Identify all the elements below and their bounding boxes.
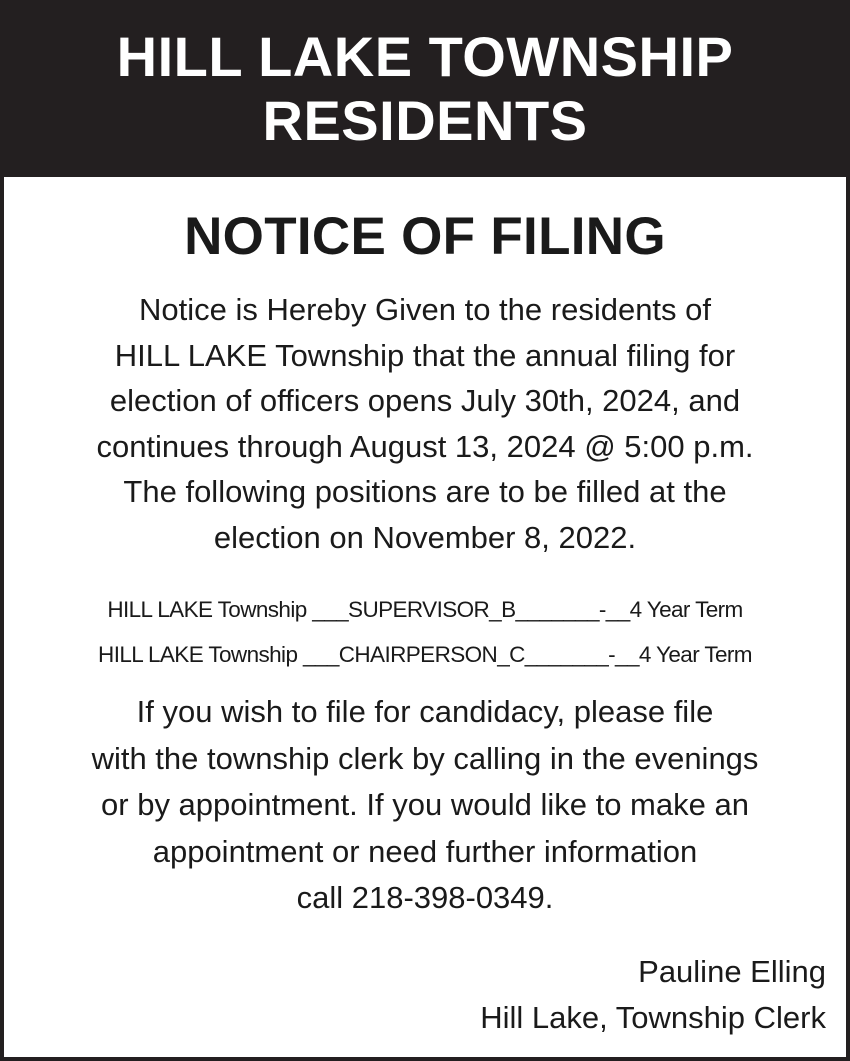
notice-line: election of officers opens July 30th, 2024, and xyxy=(109,383,741,418)
notice-line: Notice is Hereby Given to the residents of xyxy=(138,292,712,327)
signature-block xyxy=(480,949,826,1041)
notice-heading: NOTICE OF FILING xyxy=(184,207,666,266)
candidacy-line: or by appointment. If you would like to make an xyxy=(101,787,749,822)
notice-line: election on November 8, 2022. xyxy=(213,519,637,555)
clerk-name: Pauline Elling xyxy=(638,954,826,989)
candidacy-line: If you wish to file for candidacy, please file xyxy=(136,694,714,729)
notice-line: HILL LAKE Township that the annual filing for xyxy=(114,337,736,373)
position-chairperson: HILL LAKE Township ___CHAIRPERSON_C_______-__4 Year Term xyxy=(98,642,752,667)
clerk-title: Hill Lake, Township Clerk xyxy=(480,1000,826,1035)
notice-paragraph xyxy=(4,287,846,560)
candidacy-paragraph xyxy=(4,689,846,922)
candidacy-line: with the township clerk by calling in the evenings xyxy=(91,740,759,776)
notice-line: The following positions are to be filled at the xyxy=(123,474,727,509)
banner-title-line-1: HILL LAKE TOWNSHIP xyxy=(116,24,734,88)
banner-title-line-2: RESIDENTS xyxy=(262,88,588,152)
candidacy-line: appointment or need further information xyxy=(152,833,698,869)
position-supervisor: HILL LAKE Township ___SUPERVISOR_B_______-__4 Year Term xyxy=(107,597,743,622)
positions-list xyxy=(4,587,846,677)
header-banner xyxy=(4,4,846,177)
candidacy-phone-line: call 218-398-0349. xyxy=(296,880,554,915)
notice-line: continues through August 13, 2024 @ 5:00 p.m. xyxy=(96,428,754,464)
